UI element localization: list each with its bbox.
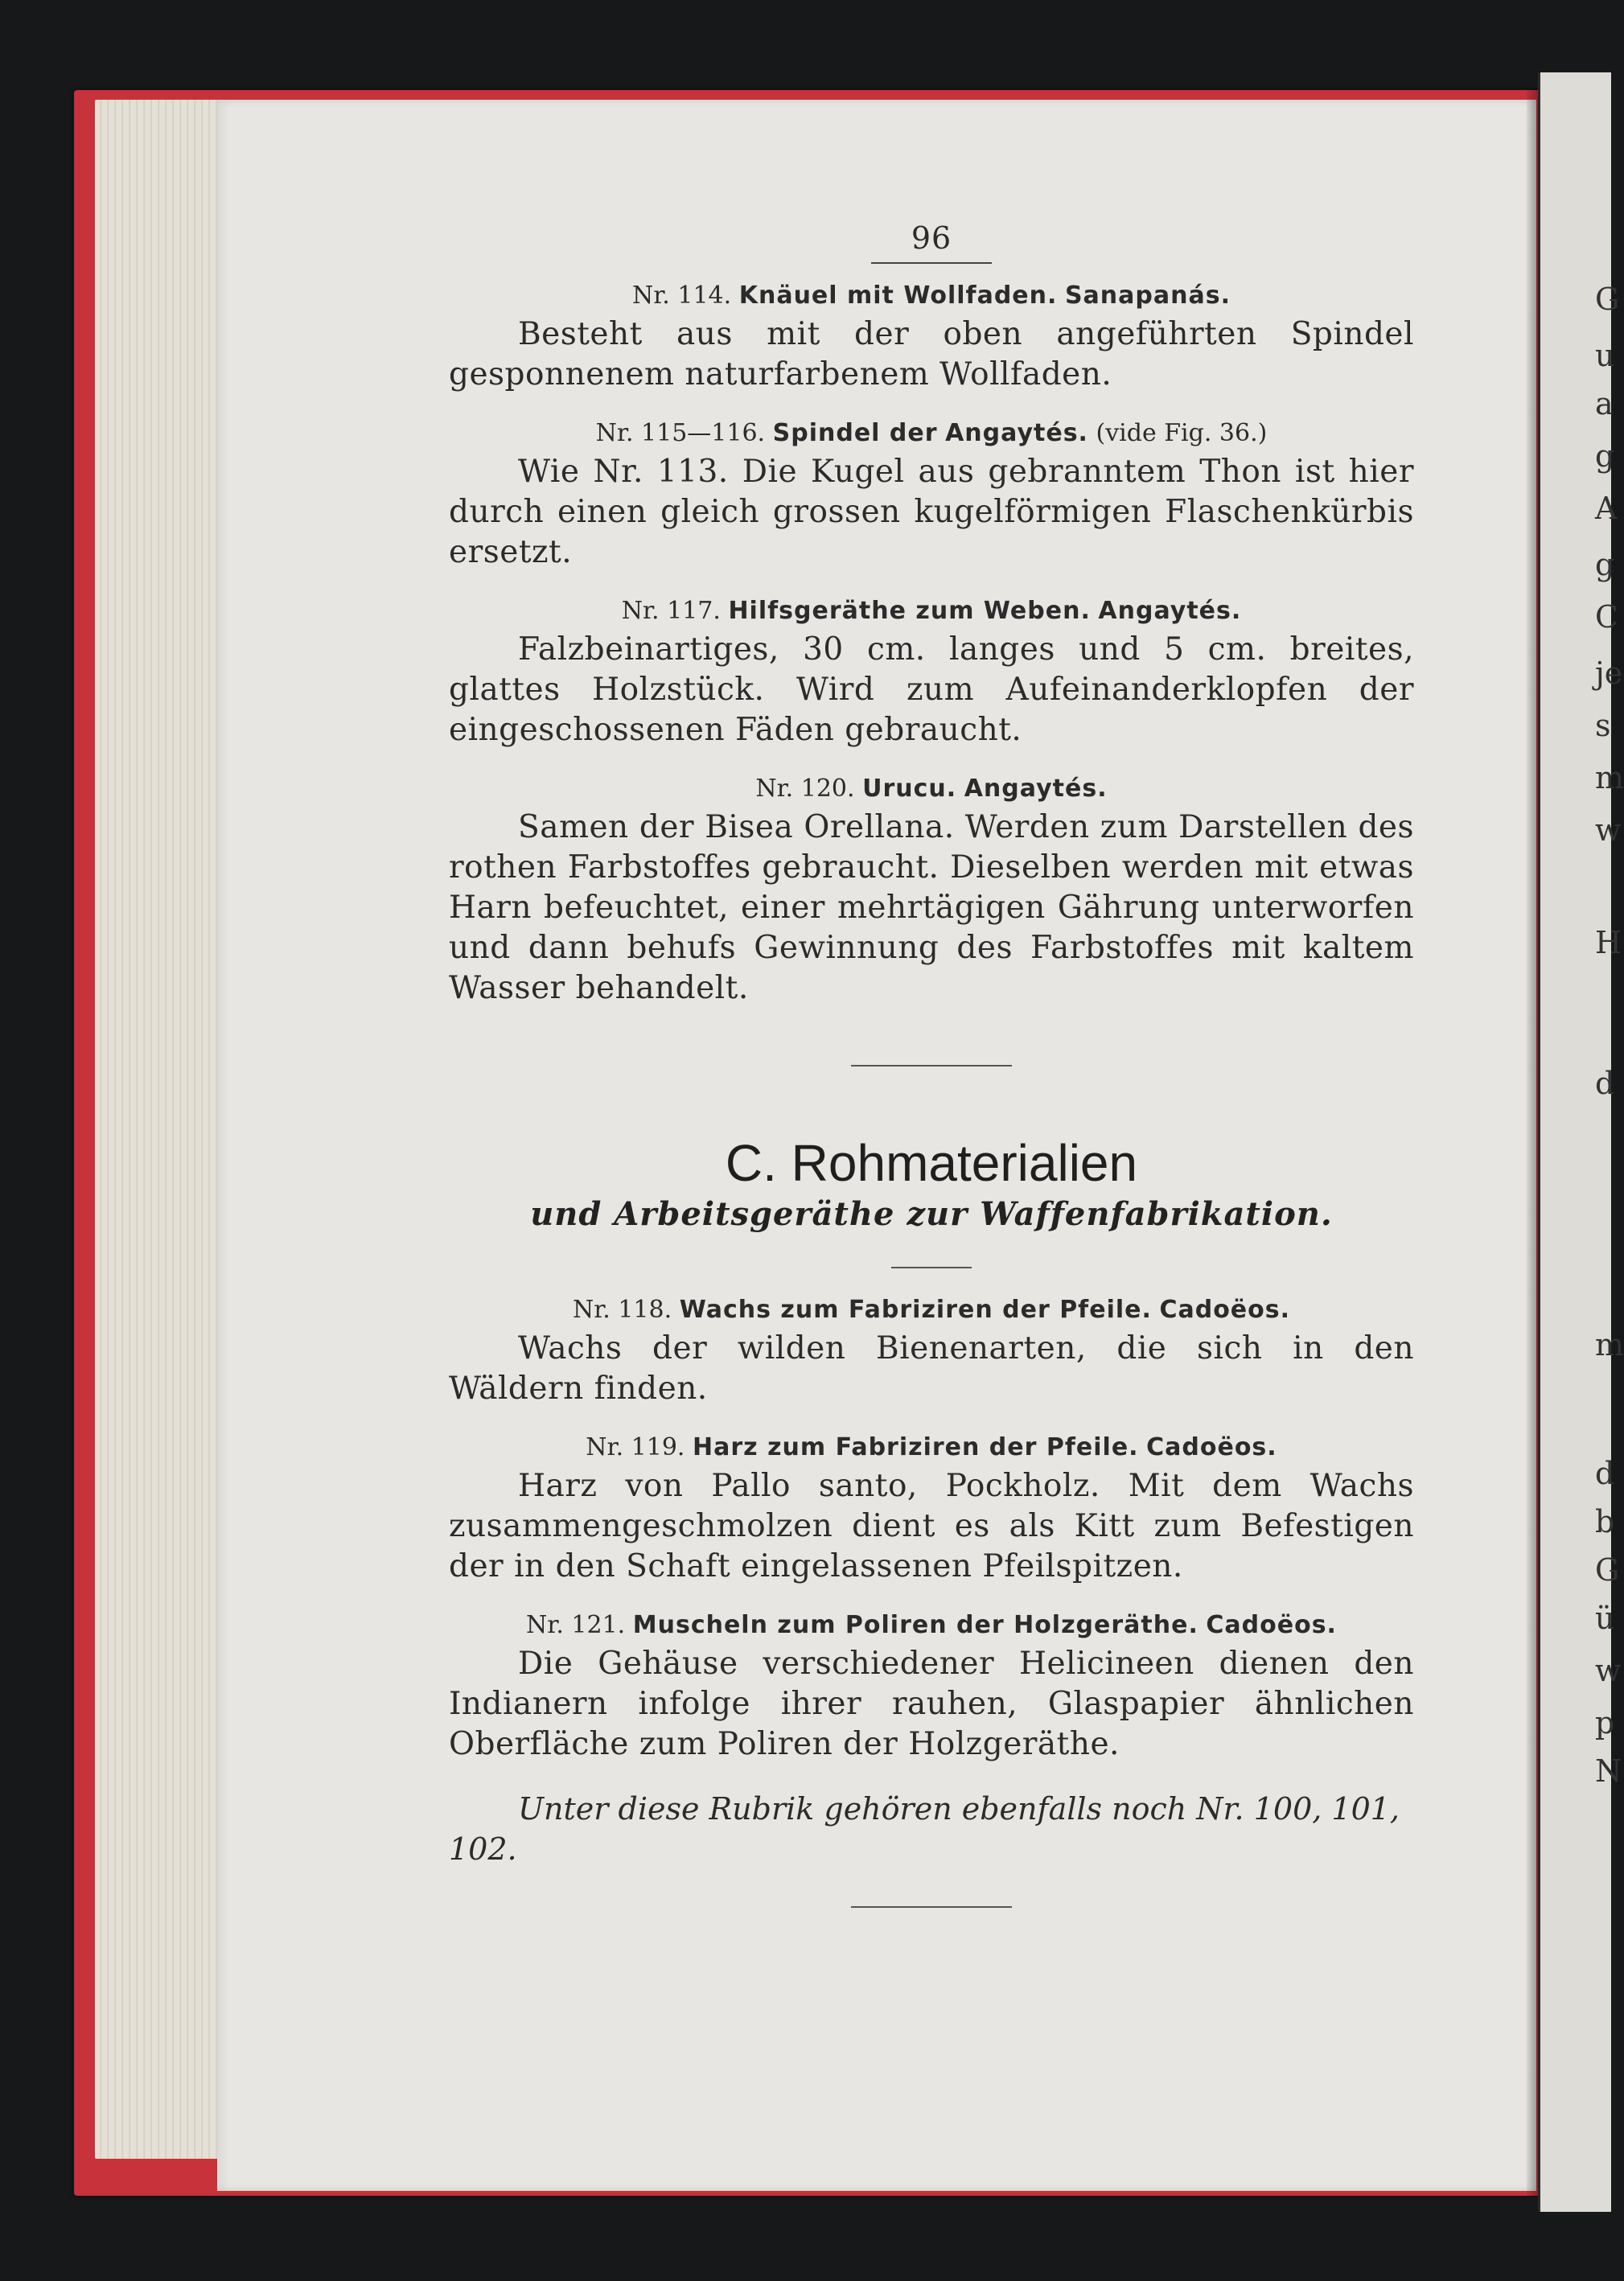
- entry-description: Wachs der wilden Bienenarten, die sich in den Wäldern finden.: [449, 1330, 1414, 1407]
- page-content: [449, 220, 1414, 1908]
- facing-page-fragment: g: [1595, 438, 1615, 474]
- entry-tribe: Angaytés.: [1098, 597, 1242, 625]
- section-divider-top: [851, 1065, 1012, 1067]
- facing-page-fragment: w: [1595, 812, 1622, 848]
- entry-title: Urucu.: [862, 775, 957, 803]
- facing-page-fragment: N: [1595, 1753, 1622, 1789]
- entry-heading: [449, 282, 1414, 310]
- facing-page-fragment: s: [1595, 708, 1611, 743]
- facing-page-fragment: m: [1595, 760, 1624, 795]
- facing-page-fragment: w: [1595, 1653, 1622, 1688]
- entry-tribe: Cadoëos.: [1146, 1433, 1277, 1461]
- entry-description: Samen der Bisea Orellana. Werden zum Darstellen des rothen Farbstoffes gebraucht. Dieselben werden mit etwas Harn befeuchtet, einer mehrtägigen Gährung unterworfen und dann behufs Gewinnung des Farbstoffes mit kaltem Wasser behandelt.: [449, 809, 1414, 1006]
- facing-page-fragment: d: [1595, 1066, 1615, 1101]
- entry-number: Nr. 118.: [572, 1296, 672, 1324]
- entry-number: Nr. 120.: [755, 775, 855, 803]
- entries-bottom: [449, 1296, 1414, 1765]
- entry-description: Harz von Pallo santo, Pockholz. Mit dem Wachs zusammengeschmolzen dient es als Kitt zum Befestigen der in den Schaft eingelassenen Pfeilspitzen.: [449, 1468, 1414, 1584]
- entry-heading: [449, 775, 1414, 803]
- entry-description: Die Gehäuse verschiedener Helicineen dienen den Indianern infolge ihrer rauhen, Glaspapier ähnlichen Oberfläche zum Poliren der Holzgeräthe.: [449, 1646, 1414, 1762]
- entry-heading: [449, 1611, 1414, 1639]
- facing-page-fragment: ü: [1595, 1601, 1615, 1636]
- section-divider-bottom: [891, 1267, 972, 1268]
- facing-page-fragment: H: [1595, 925, 1622, 960]
- facing-page-fragment: C: [1595, 599, 1619, 635]
- facing-page-fragment: m: [1595, 1327, 1624, 1362]
- entry-tribe: Angaytés.: [964, 775, 1108, 803]
- entry-heading: [449, 419, 1414, 447]
- entry-title: Spindel der: [772, 419, 938, 447]
- entry-description: Besteht aus mit der oben angeführten Spindel gesponnenem naturfarbenem Wollfaden.: [449, 316, 1414, 392]
- page-edges: [95, 100, 224, 2159]
- entry-title: Knäuel mit Wollfaden.: [738, 282, 1058, 310]
- entry-title: Harz zum Fabriziren der Pfeile.: [693, 1433, 1139, 1461]
- facing-page-fragment: A: [1595, 491, 1618, 526]
- entry-number: Nr. 115—116.: [595, 419, 766, 447]
- entry-heading: [449, 1296, 1414, 1324]
- entry-tribe: Sanapanás.: [1064, 282, 1231, 310]
- page-number-rule: [871, 262, 992, 264]
- facing-page-fragment: u: [1595, 338, 1615, 373]
- closing-note: Unter diese Rubrik gehören ebenfalls noch Nr. 100, 101, 102.: [449, 1791, 1400, 1867]
- entries-top: [449, 282, 1414, 1009]
- entry-tribe: Angaytés.: [945, 419, 1088, 447]
- entry-description: Falzbeinartiges, 30 cm. langes und 5 cm. breites, glattes Holzstück. Wird zum Aufeinanderklopfen der eingeschossenen Fäden gebraucht.: [449, 631, 1414, 748]
- facing-page-fragment: je: [1595, 656, 1623, 691]
- entry-number: Nr. 119.: [586, 1433, 685, 1461]
- end-rule: [851, 1906, 1012, 1908]
- entry-heading: [449, 1433, 1414, 1461]
- section-title: C. Rohmaterialien: [725, 1134, 1138, 1192]
- entry-tribe: Cadoëos.: [1159, 1296, 1291, 1324]
- entry-number: Nr. 121.: [526, 1611, 626, 1639]
- entry-tribe: Cadoëos.: [1206, 1611, 1337, 1639]
- entry-heading: [449, 597, 1414, 625]
- entry-number: Nr. 117.: [621, 597, 721, 625]
- entry-figure-reference: (vide Fig. 36.): [1096, 419, 1268, 447]
- facing-page-fragment: d: [1595, 1456, 1615, 1491]
- facing-page-fragment: a: [1595, 386, 1614, 421]
- entry-title: Wachs zum Fabriziren der Pfeile.: [679, 1296, 1152, 1324]
- entry-description: Wie Nr. 113. Die Kugel aus gebranntem Thon ist hier durch einen gleich grossen kugelförmigen Flaschenkürbis ersetzt.: [449, 454, 1414, 570]
- page-number: 96: [911, 220, 952, 256]
- facing-page-fragment: g: [1595, 547, 1615, 582]
- entry-title: Muscheln zum Poliren der Holzgeräthe.: [632, 1611, 1198, 1639]
- facing-page: [1538, 72, 1624, 2212]
- facing-page-fragment: p: [1595, 1705, 1615, 1741]
- facing-page-fragment: G: [1595, 282, 1620, 317]
- entry-title: Hilfsgeräthe zum Weben.: [728, 597, 1091, 625]
- entry-number: Nr. 114.: [632, 282, 732, 310]
- section-subtitle: und Arbeitsgeräthe zur Waffenfabrikation.: [530, 1195, 1333, 1233]
- facing-page-fragment: b: [1595, 1504, 1615, 1539]
- facing-page-fragment: G: [1595, 1552, 1620, 1588]
